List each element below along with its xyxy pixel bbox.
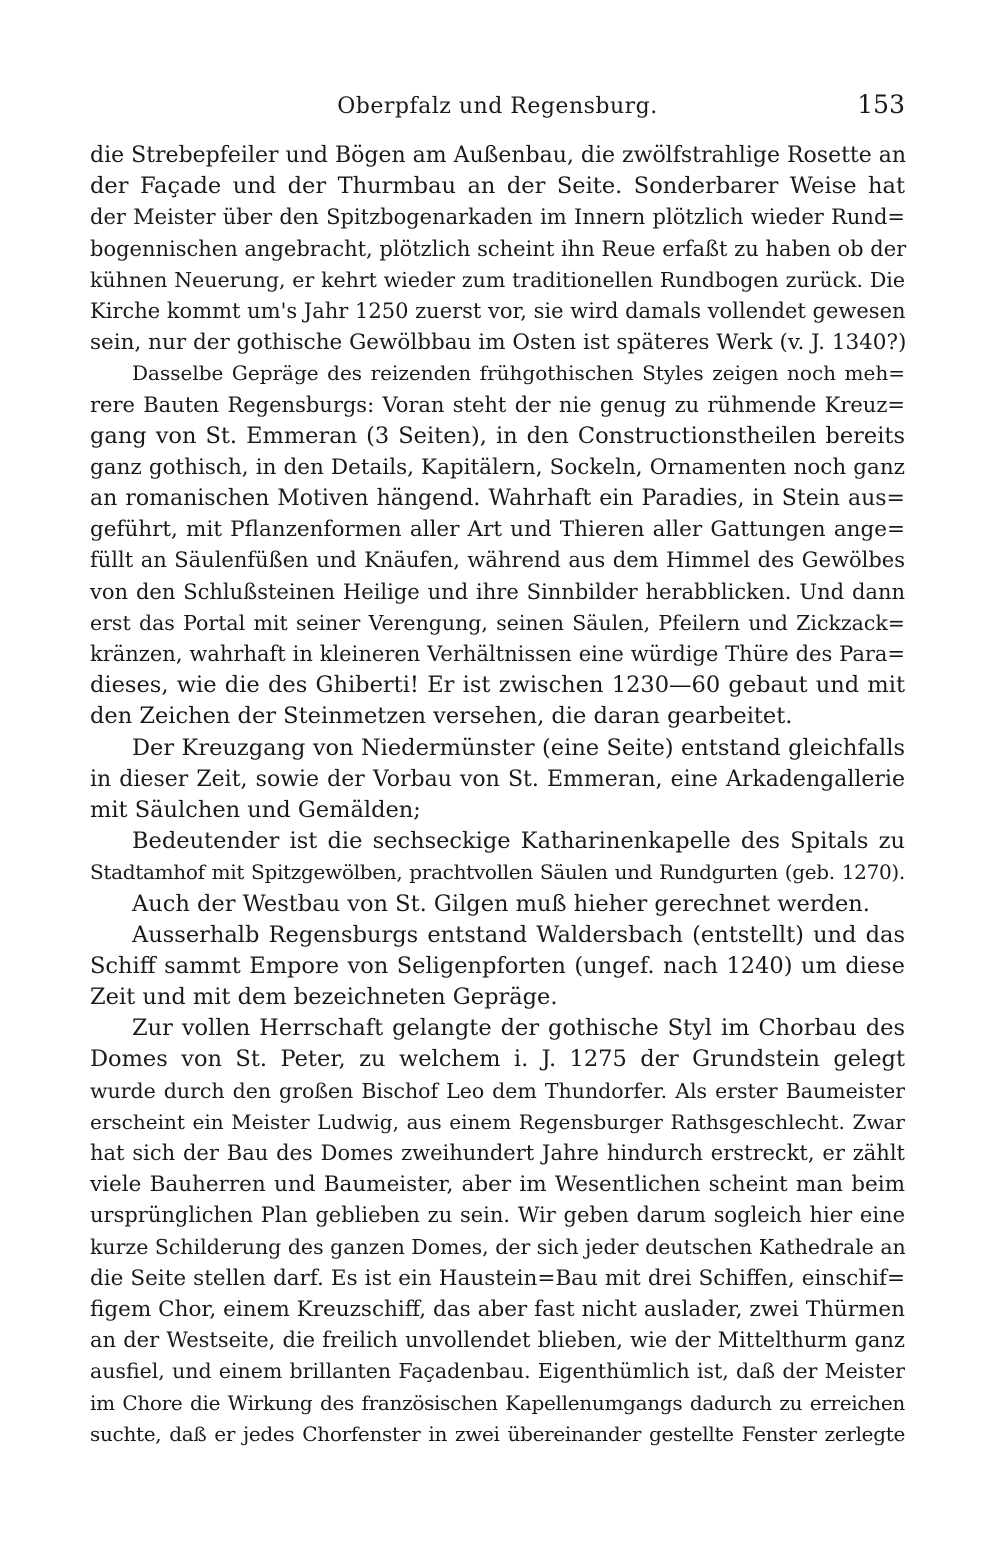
text-line: gang von St. Emmeran (3 Seiten), in den Constructionstheilen bereits xyxy=(90,422,905,449)
text-line: dieses, wie die des Ghiberti! Er ist zwischen 1230—60 gebaut und mit xyxy=(90,672,905,699)
text-line: den Zeichen der Steinmetzen versehen, die daran gearbeitet. xyxy=(90,703,793,730)
text-line: die Strebepfeiler und Bögen am Außenbau, die zwölfstrahlige Rosette an xyxy=(90,143,907,168)
text-line: von den Schlußsteinen Heilige und ihre Sinnbilder herabblicken. Und dann xyxy=(90,579,905,604)
body-text xyxy=(90,140,905,1450)
text-line: Schiff sammt Empore von Seligenpforten (ungef. nach 1240) um diese xyxy=(90,952,905,979)
text-line: geführt, mit Pflanzenformen aller Art und Thieren aller Gattungen ange= xyxy=(90,517,905,543)
page-header xyxy=(90,88,905,128)
text-line: ausfiel, und einem brillanten Façadenbau. Eigenthümlich ist, daß der Meister xyxy=(90,1359,905,1384)
text-line: erst das Portal mit seiner Verengung, seinen Säulen, Pfeilern und Zickzack= xyxy=(90,610,905,635)
text-line: Kirche kommt um's Jahr 1250 zuerst vor, sie wird damals vollendet gewesen xyxy=(90,298,906,323)
text-line: rere Bauten Regensburgs: Voran steht der nie genug zu rühmende Kreuz= xyxy=(90,392,905,417)
text-line: suchte, daß er jedes Chorfenster in zwei übereinander gestellte Fenster zerlegte xyxy=(90,1421,905,1446)
text-line: an romanischen Motiven hängend. Wahrhaft ein Paradies, in Stein aus= xyxy=(90,486,905,512)
text-line: viele Bauherren und Baumeister, aber im Wesentlichen scheint man beim xyxy=(90,1172,905,1198)
text-line: kühnen Neuerung, er kehrt wieder zum traditionellen Rundbogen zurück. Die xyxy=(90,267,905,292)
text-line: Auch der Westbau von St. Gilgen muß hieher gerechnet werden. xyxy=(132,890,870,917)
text-line: füllt an Säulenfüßen und Knäufen, während aus dem Himmel des Gewölbes xyxy=(90,548,905,573)
text-line: Stadtamhof mit Spitzgewölben, prachtvollen Säulen und Rundgurten (geb. 1270). xyxy=(90,860,905,885)
text-line: die Seite stellen darf. Es ist ein Haustein=Bau mit drei Schiffen, einschif= xyxy=(90,1265,905,1291)
text-line: bogennischen angebracht, plötzlich scheint ihn Reue erfaßt zu haben ob der xyxy=(90,236,907,261)
text-line: in dieser Zeit, sowie der Vorbau von St. Emmeran, eine Arkadengallerie xyxy=(90,766,905,792)
text-line: Ausserhalb Regensburgs entstand Waldersbach (entstellt) und das xyxy=(132,921,905,948)
text-line: ursprünglichen Plan geblieben zu sein. Wir geben darum sogleich hier eine xyxy=(90,1203,905,1228)
text-line: Zur vollen Herrschaft gelangte der gothische Styl im Chorbau des xyxy=(132,1015,905,1042)
text-line: ganz gothisch, in den Details, Kapitälern, Sockeln, Ornamenten noch ganz xyxy=(90,454,905,480)
text-line: Bedeutender ist die sechseckige Katharinenkapelle des Spitals zu xyxy=(132,828,905,855)
text-line: wurde durch den großen Bischof Leo dem Thundorfer. Als erster Baumeister xyxy=(90,1078,905,1103)
text-line: Domes von St. Peter, zu welchem i. J. 1275 der Grundstein gelegt xyxy=(90,1046,905,1073)
text-line: kränzen, wahrhaft in kleineren Verhältnissen eine würdige Thüre des Para= xyxy=(90,642,905,666)
text-line: Der Kreuzgang von Niedermünster (eine Seite) entstand gleichfalls xyxy=(132,734,905,761)
text-line: der Meister über den Spitzbogenarkaden im Innern plötzlich wieder Rund= xyxy=(90,205,905,230)
text-line: Zeit und mit dem bezeichneten Gepräge. xyxy=(90,984,558,1011)
text-line: hat sich der Bau des Domes zweihundert Jahre hindurch erstreckt, er zählt xyxy=(90,1141,905,1165)
text-line: Dasselbe Gepräge des reizenden frühgothischen Styles zeigen noch meh= xyxy=(132,361,905,386)
text-line: an der Westseite, die freilich unvollendet blieben, wie der Mittelthurm ganz xyxy=(90,1328,905,1353)
text-line: erscheint ein Meister Ludwig, aus einem Regensburger Rathsgeschlecht. Zwar xyxy=(90,1109,905,1134)
text-line: im Chore die Wirkung des französischen Kapellenumgangs dadurch zu erreichen xyxy=(90,1390,905,1415)
page-number: 153 xyxy=(857,90,905,119)
text-line: der Façade und der Thurmbau an der Seite. Sonderbarer Weise hat xyxy=(90,173,905,200)
text-line: figem Chor, einem Kreuzschiff, das aber fast nicht auslader, zwei Thürmen xyxy=(90,1296,905,1322)
text-line: sein, nur der gothische Gewölbbau im Osten ist späteres Werk (v. J. 1340?) xyxy=(90,330,907,356)
text-line: kurze Schilderung des ganzen Domes, der sich jeder deutschen Kathedrale an xyxy=(90,1234,906,1259)
running-title: Oberpfalz und Regensburg. xyxy=(337,94,658,119)
text-line: mit Säulchen und Gemälden; xyxy=(90,796,421,823)
